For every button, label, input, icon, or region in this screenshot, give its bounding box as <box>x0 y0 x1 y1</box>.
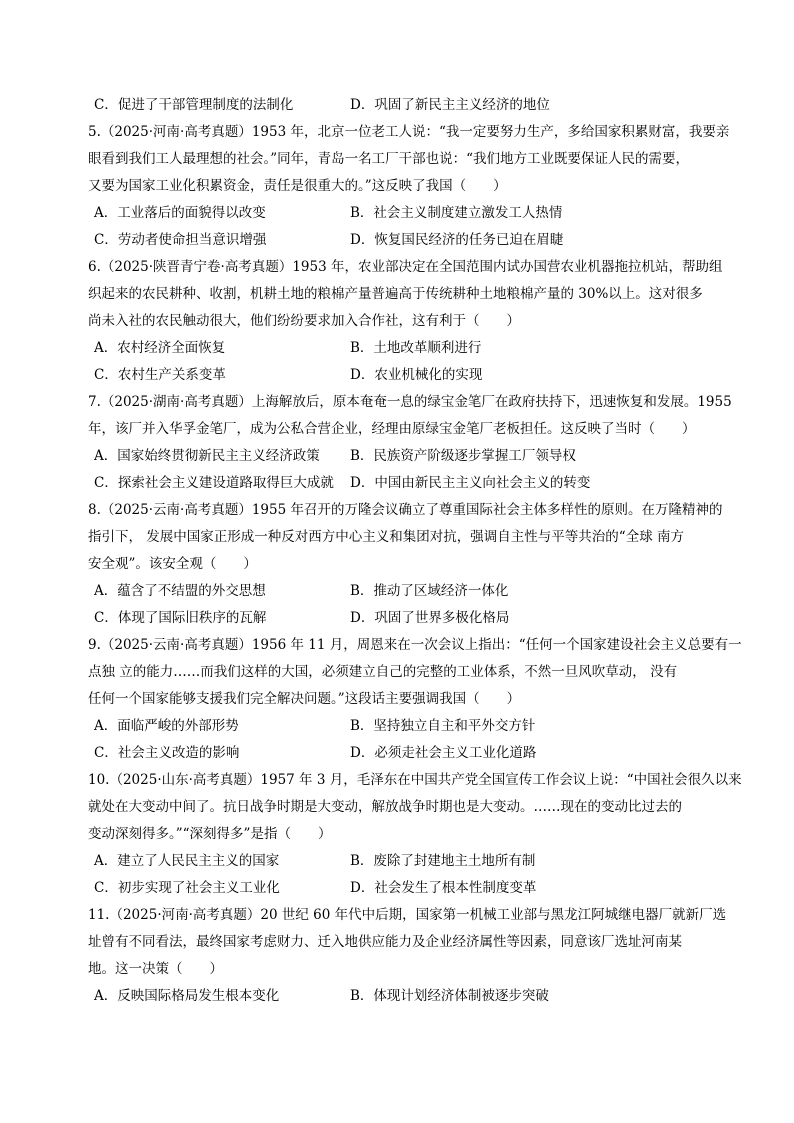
answer-option[interactable]: D．中国由新民主主义向社会主义的转变 <box>350 475 591 491</box>
question-stem-continuation: 又要为国家工业化积累资金，责任是很重大的。”这反映了我国（ ） <box>88 178 507 194</box>
answer-option[interactable]: A．建立了人民民主主义的国家 <box>94 853 280 869</box>
answer-option[interactable]: A．蕴含了不结盟的外交思想 <box>94 583 266 599</box>
option-d: D．巩固了新民主主义经济的地位 <box>350 97 550 113</box>
answer-option[interactable]: A．农村经济全面恢复 <box>94 340 226 356</box>
answer-option[interactable]: C．初步实现了社会主义工业化 <box>94 880 280 896</box>
question-stem-continuation: 点独 立的能力……而我们这样的大国，必须建立自己的完整的工业体系，不然一旦风吹草动， 没有 <box>88 664 678 680</box>
question-stem-continuation: 年，该厂并入华孚金笔厂，成为公私合营企业，经理由原绿宝金笔厂老板担任。这反映了当时（ ） <box>88 421 696 437</box>
question-stem: 7.（2025·湖南·高考真题）上海解放后，原本奄奄一息的绿宝金笔厂在政府扶持下，迅速恢复和发展。1955 <box>88 394 732 410</box>
option-row <box>88 605 718 632</box>
question-stem: 6.（2025·陕晋青宁卷·高考真题）1953 年，农业部决定在全国范围内试办国营农业机器拖拉机站，帮助组 <box>88 259 723 275</box>
question-stem: 10.（2025·山东·高考真题）1957 年 3 月，毛泽东在中国共产党全国宣传工作会议上说：“中国社会很久以来 <box>88 772 742 788</box>
answer-option[interactable]: D．恢复国民经济的任务已迫在眉睫 <box>350 232 564 248</box>
option-row <box>88 875 718 902</box>
answer-option[interactable]: B．社会主义制度建立激发工人热情 <box>350 205 563 221</box>
answer-option[interactable]: B．体现计划经济体制被逐步突破 <box>350 988 549 1004</box>
answer-option[interactable]: B．废除了封建地主土地所有制 <box>350 853 536 869</box>
answer-option[interactable]: D．社会发生了根本性制度变革 <box>350 880 537 896</box>
question-block <box>88 254 723 389</box>
question-stem: 5.（2025·河南·高考真题）1953 年，北京一位老工人说：“我一定要努力生产，多给国家积累财富，我要亲 <box>88 124 730 140</box>
question-block <box>88 632 742 767</box>
option-row <box>88 335 718 362</box>
option-c: C．促进了干部管理制度的法制化 <box>94 97 294 113</box>
answer-option[interactable]: A．工业落后的面貌得以改变 <box>94 205 266 221</box>
question-block <box>88 767 742 902</box>
answer-option[interactable]: D．农业机械化的实现 <box>350 367 483 383</box>
question-stem-continuation: 安全观”。该安全观（ ） <box>88 556 257 572</box>
question-stem-continuation: 地。这一决策（ ） <box>88 961 223 977</box>
answer-option[interactable]: B．推动了区域经济一体化 <box>350 583 509 599</box>
question-block <box>88 902 727 1010</box>
answer-option[interactable]: C．农村生产关系变革 <box>94 367 226 383</box>
option-row <box>88 578 718 605</box>
question-stem-continuation: 尚未入社的农民触动很大，他们纷纷要求加入合作社，这有利于（ ） <box>88 313 520 329</box>
answer-option[interactable]: C．劳动者使命担当意识增强 <box>94 232 267 248</box>
answer-option[interactable]: C．探索社会主义建设道路取得巨大成就 <box>94 475 334 491</box>
document-page <box>88 92 742 1010</box>
question-stem: 8.（2025·云南·高考真题）1955 年召开的万隆会议确立了尊重国际社会主体多样性的原则。在万隆精神的 <box>88 502 723 518</box>
option-row <box>88 848 718 875</box>
answer-option[interactable]: A．反映国际格局发生根本变化 <box>94 988 280 1004</box>
answer-option[interactable]: B．民族资产阶级逐步掌握工厂领导权 <box>350 448 576 464</box>
option-row <box>88 740 718 767</box>
answer-option[interactable]: C．社会主义改造的影响 <box>94 745 240 761</box>
question-stem: 11.（2025·河南·高考真题）20 世纪 60 年代中后期，国家第一机械工业部与黑龙江阿城继电器厂就新厂选 <box>88 907 727 923</box>
option-row <box>88 713 718 740</box>
option-row <box>88 92 718 119</box>
answer-option[interactable]: B．土地改革顺利进行 <box>350 340 482 356</box>
option-row <box>88 443 718 470</box>
answer-option[interactable]: D．巩固了世界多极化格局 <box>350 610 510 626</box>
question-block <box>88 119 730 254</box>
question-stem-continuation: 指引下， 发展中国家正形成一种反对西方中心主义和集团对抗，强调自主性与平等共治的“全球 南方 <box>88 529 684 545</box>
answer-option[interactable]: C．体现了国际旧秩序的瓦解 <box>94 610 267 626</box>
question-block <box>88 497 723 632</box>
option-row <box>88 362 718 389</box>
answer-option[interactable]: B．坚持独立自主和平外交方针 <box>350 718 536 734</box>
answer-option[interactable]: A．国家始终贯彻新民主主义经济政策 <box>94 448 320 464</box>
question-stem-continuation: 变动深刻得多。”“深刻得多”是指（ ） <box>88 826 332 842</box>
question-block <box>88 389 732 497</box>
question-list <box>88 119 742 1010</box>
option-row <box>88 470 718 497</box>
question-stem-continuation: 址曾有不同看法，最终国家考虑财力、迁入地供应能力及企业经济属性等因素，同意该厂选址河南某 <box>88 934 682 950</box>
answer-option[interactable]: D．必须走社会主义工业化道路 <box>350 745 537 761</box>
option-row <box>88 227 718 254</box>
answer-option[interactable]: A．面临严峻的外部形势 <box>94 718 239 734</box>
question-stem-continuation: 织起来的农民耕种、收割，机耕土地的粮棉产量普遍高于传统耕种土地粮棉产量的 30%以上。这对很多 <box>88 286 703 302</box>
question-stem-continuation: 就处在大变动中间了。抗日战争时期是大变动，解放战争时期也是大变动。……现在的变动比过去的 <box>88 799 682 815</box>
question-stem-continuation: 眼看到我们工人最理想的社会。”同年，青岛一名工厂干部也说：“我们地方工业既要保证人民的需要， <box>88 151 690 167</box>
option-row <box>88 200 718 227</box>
question-stem-continuation: 任何一个国家能够支援我们完全解决问题。”这段话主要强调我国（ ） <box>88 691 521 707</box>
question-stem: 9.（2025·云南·高考真题）1956 年 11 月，周恩来在一次会议上指出：“任何一个国家建设社会主义总要有一 <box>88 637 742 653</box>
option-row <box>88 983 718 1010</box>
